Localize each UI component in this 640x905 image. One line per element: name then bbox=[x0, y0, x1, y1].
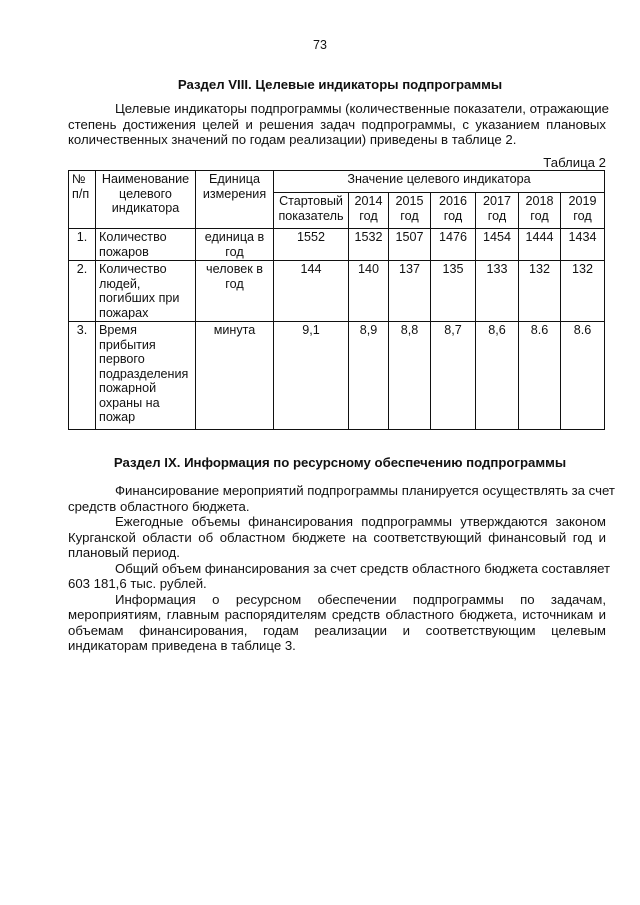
row-value: 8.6 bbox=[519, 322, 561, 430]
row-value: 8,8 bbox=[389, 322, 431, 430]
header-year: 2017 год bbox=[476, 193, 519, 229]
text-line: объемам финансирования, годам реализации и соответствующим целевым bbox=[68, 622, 606, 638]
table-row bbox=[69, 261, 605, 322]
row-value: 1444 bbox=[519, 229, 561, 261]
indicators-table bbox=[68, 170, 605, 430]
table-row bbox=[69, 229, 605, 261]
row-value: 1552 bbox=[274, 229, 349, 261]
row-value: 133 bbox=[476, 261, 519, 322]
text-line: Целевые индикаторы подпрограммы (количественные показатели, отражающие bbox=[115, 101, 609, 116]
text-line: количественных значений по годам реализации) приведены в таблице 2. bbox=[68, 132, 517, 147]
row-num: 2. bbox=[69, 261, 96, 322]
header-year: 2015 год bbox=[389, 193, 431, 229]
table-row bbox=[69, 322, 605, 430]
row-value: 8.6 bbox=[561, 322, 605, 430]
row-value: 132 bbox=[561, 261, 605, 322]
header-year: 2016 год bbox=[431, 193, 476, 229]
text-line: средств областного бюджета. bbox=[68, 498, 250, 514]
row-value: 9,1 bbox=[274, 322, 349, 430]
row-value: 137 bbox=[389, 261, 431, 322]
header-year: 2019 год bbox=[561, 193, 605, 229]
text-line: 603 181,6 тыс. рублей. bbox=[68, 576, 207, 591]
section-9-body bbox=[68, 483, 615, 654]
row-num: 3. bbox=[69, 322, 96, 430]
row-value: 1532 bbox=[349, 229, 389, 261]
text-line: Финансирование мероприятий подпрограммы планируется осуществлять за счет bbox=[115, 483, 615, 498]
header-name: Наименование целевого индикатора bbox=[96, 171, 196, 229]
row-value: 140 bbox=[349, 261, 389, 322]
text-line: плановый период. bbox=[68, 545, 180, 560]
row-value: 1507 bbox=[389, 229, 431, 261]
header-year: 2014 год bbox=[349, 193, 389, 229]
row-value: 144 bbox=[274, 261, 349, 322]
row-num: 1. bbox=[69, 229, 96, 261]
row-value: 8,7 bbox=[431, 322, 476, 430]
section-8-paragraph bbox=[68, 101, 609, 148]
header-start: Стартовый показатель bbox=[274, 193, 349, 229]
header-value-group: Значение целевого индикатора bbox=[274, 171, 605, 193]
row-value: 135 bbox=[431, 261, 476, 322]
text-line: Курганской области об областном бюджете на соответствующий финансовый год и bbox=[68, 529, 606, 545]
row-name: Количество людей, погибших при пожарах bbox=[96, 261, 196, 322]
row-name: Количество пожаров bbox=[96, 229, 196, 261]
section-9-title: Раздел IX. Информация по ресурсному обеспечению подпрограммы bbox=[113, 455, 567, 470]
header-num: № п/п bbox=[69, 171, 96, 229]
section-8-title: Раздел VIII. Целевые индикаторы подпрограммы bbox=[177, 77, 503, 92]
header-year: 2018 год bbox=[519, 193, 561, 229]
text-line: Общий объем финансирования за счет средств областного бюджета составляет bbox=[115, 560, 611, 576]
row-value: 1476 bbox=[431, 229, 476, 261]
text-line: индикаторам приведена в таблице 3. bbox=[68, 638, 296, 653]
header-unit: Единица измерения bbox=[196, 171, 274, 229]
text-line: Ежегодные объемы финансирования подпрограммы утверждаются законом bbox=[115, 514, 606, 529]
row-value: 8,6 bbox=[476, 322, 519, 430]
table-caption: Таблица 2 bbox=[543, 155, 606, 170]
row-value: 132 bbox=[519, 261, 561, 322]
row-unit: человек в год bbox=[196, 261, 274, 322]
row-unit: минута bbox=[196, 322, 274, 430]
text-line: Информация о ресурсном обеспечении подпрограммы по задачам, bbox=[115, 591, 606, 607]
page-number: 73 bbox=[313, 38, 327, 52]
row-value: 1434 bbox=[561, 229, 605, 261]
text-line: степень достижения целей и решения задач подпрограммы, с указанием плановых bbox=[68, 116, 606, 132]
row-name: Время прибытия первого подразделения пожарной охраны на пожар bbox=[96, 322, 196, 430]
row-value: 1454 bbox=[476, 229, 519, 261]
row-value: 8,9 bbox=[349, 322, 389, 430]
row-unit: единица в год bbox=[196, 229, 274, 261]
text-line: мероприятиям, главным распорядителям средств областного бюджета, источникам и bbox=[68, 607, 606, 622]
